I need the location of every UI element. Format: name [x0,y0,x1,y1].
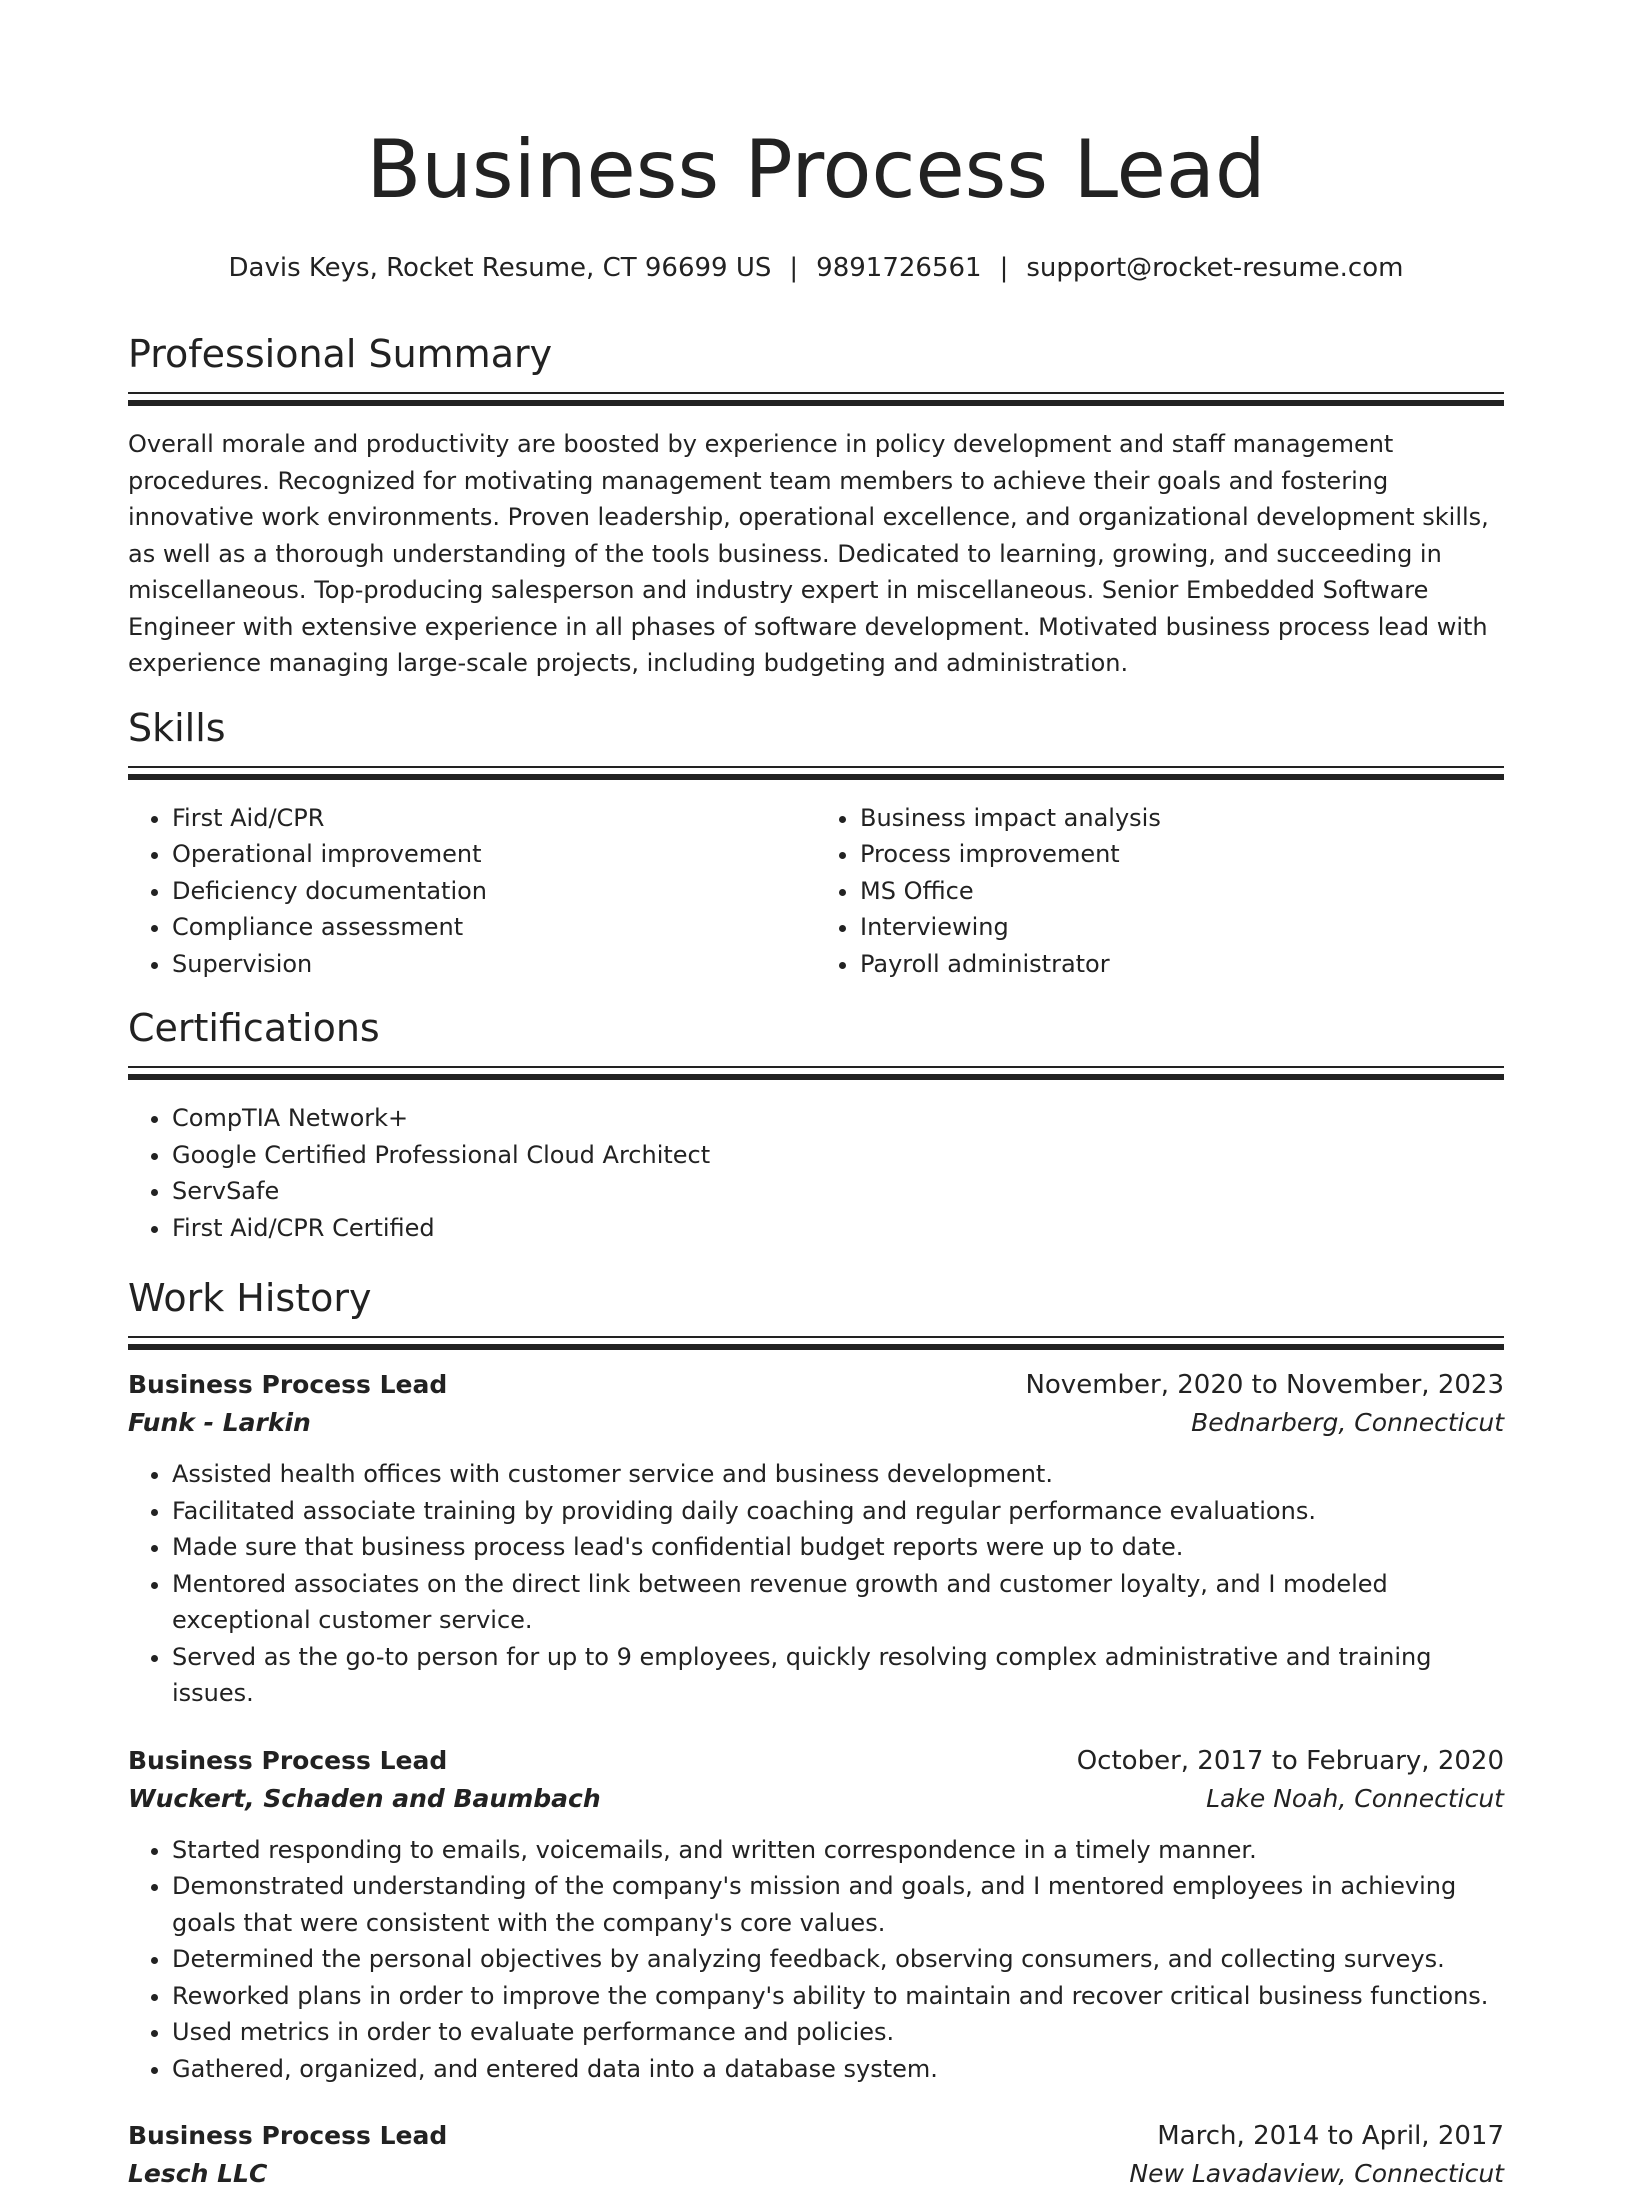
job-bullet: • Started responding to emails, voicemails, and written correspondence in a timely manner. [172,1832,1504,1869]
skills-heading: Skills [128,705,226,750]
job-title: Business Process Lead [128,1745,448,1775]
certification-item: • ServSafe [172,1173,1504,1210]
job-bullets [128,1456,1504,1712]
skill-item: • First Aid/CPR [172,800,816,837]
job-dates: November, 2020 to November, 2023 [1025,1370,1504,1400]
job-location: Lake Noah, Connecticut [1206,1783,1504,1813]
section-divider [128,766,1504,780]
contact-address: Davis Keys, Rocket Resume, CT 96699 US [228,253,772,283]
job-bullet: • Determined the personal objectives by analyzing feedback, observing consumers, and collecting surveys. [172,1941,1504,1978]
skill-item: • Operational improvement [172,836,816,873]
contact-separator: | [789,253,799,283]
certifications-list [128,1100,1504,1246]
job-bullet: • Demonstrated understanding of the company's mission and goals, and I mentored employees in achieving goals that were consistent with the company's core values. [172,1868,1504,1941]
skill-item: • Compliance assessment [172,909,816,946]
skills-columns [128,800,1504,983]
skills-list-left [128,800,816,983]
skill-item: • Process improvement [860,836,1504,873]
job-company: Funk - Larkin [128,1408,311,1437]
job-bullet: • Assisted health offices with customer service and business development. [172,1456,1504,1493]
job-dates: March, 2014 to April, 2017 [1157,2121,1504,2151]
job-company: Wuckert, Schaden and Baumbach [128,1783,601,1813]
skill-item: • MS Office [860,873,1504,910]
job-bullet: • Used metrics in order to evaluate performance and policies. [172,2014,1504,2051]
job-dates: October, 2017 to February, 2020 [1076,1745,1504,1776]
job-title: Business Process Lead [128,2121,448,2150]
section-divider [128,1066,1504,1080]
job-location: New Lavadaview, Connecticut [1129,2159,1504,2188]
job-bullet: • Gathered, organized, and entered data into a database system. [172,2051,1504,2088]
summary-section [128,330,1504,682]
work-history-heading: Work History [128,1276,372,1320]
job-company: Lesch LLC [128,2159,268,2188]
certification-item: • CompTIA Network+ [172,1100,1504,1137]
certification-item: • First Aid/CPR Certified [172,1210,1504,1247]
skill-item: • Supervision [172,946,816,983]
job-bullet: • Facilitated associate training by providing daily coaching and regular performance evaluations. [172,1493,1504,1530]
summary-text: Overall morale and productivity are boosted by experience in policy development and staff management procedures. Recognized for motivating management team members to achieve their goals and fostering innovative work environments. Proven leadership, operational excellence, and organizational development skills, as well as a thorough understanding of the tools business. Dedicated to learning, growing, and succeeding in miscellaneous. Top-producing salesperson and industry expert in miscellaneous. Senior Embedded Software Engineer with extensive experience in all phases of software development. Motivated business process lead with experience managing large-scale projects, including budgeting and administration. [128,430,1489,677]
contact-phone: 9891726561 [816,253,982,283]
skill-item: • Interviewing [860,909,1504,946]
contact-email: support@rocket-resume.com [1026,253,1404,283]
skill-item: • Payroll administrator [860,946,1504,983]
skill-item: • Deficiency documentation [172,873,816,910]
certification-item: • Google Certified Professional Cloud Architect [172,1137,1504,1174]
skills-section [128,704,1504,983]
certifications-heading: Certifications [128,1006,380,1050]
job-bullets [128,1832,1504,2088]
section-divider [128,1336,1504,1350]
section-divider [128,392,1504,406]
job-bullet: • Made sure that business process lead's confidential budget reports were up to date. [172,1529,1504,1566]
summary-heading: Professional Summary [128,332,553,376]
contact-line [128,250,1504,286]
job-entry [128,1742,1504,2088]
job-entry [128,1366,1504,1712]
job-entry [128,2117,1504,2193]
job-title: Business Process Lead [128,1370,448,1399]
work-history-section [128,1274,1504,2193]
skills-list-right [816,800,1504,983]
certifications-section [128,1004,1504,1246]
job-bullet: • Reworked plans in order to improve the company's ability to maintain and recover critical business functions. [172,1978,1504,2015]
contact-separator: | [999,253,1009,283]
skill-item: • Business impact analysis [860,800,1504,837]
job-bullet: • Served as the go-to person for up to 9 employees, quickly resolving complex administrative and training issues. [172,1639,1504,1712]
job-bullet: • Mentored associates on the direct link between revenue growth and customer loyalty, and I modeled exceptional customer service. [172,1566,1504,1639]
resume-title: Business Process Lead [366,123,1266,216]
job-location: Bednarberg, Connecticut [1191,1408,1504,1437]
